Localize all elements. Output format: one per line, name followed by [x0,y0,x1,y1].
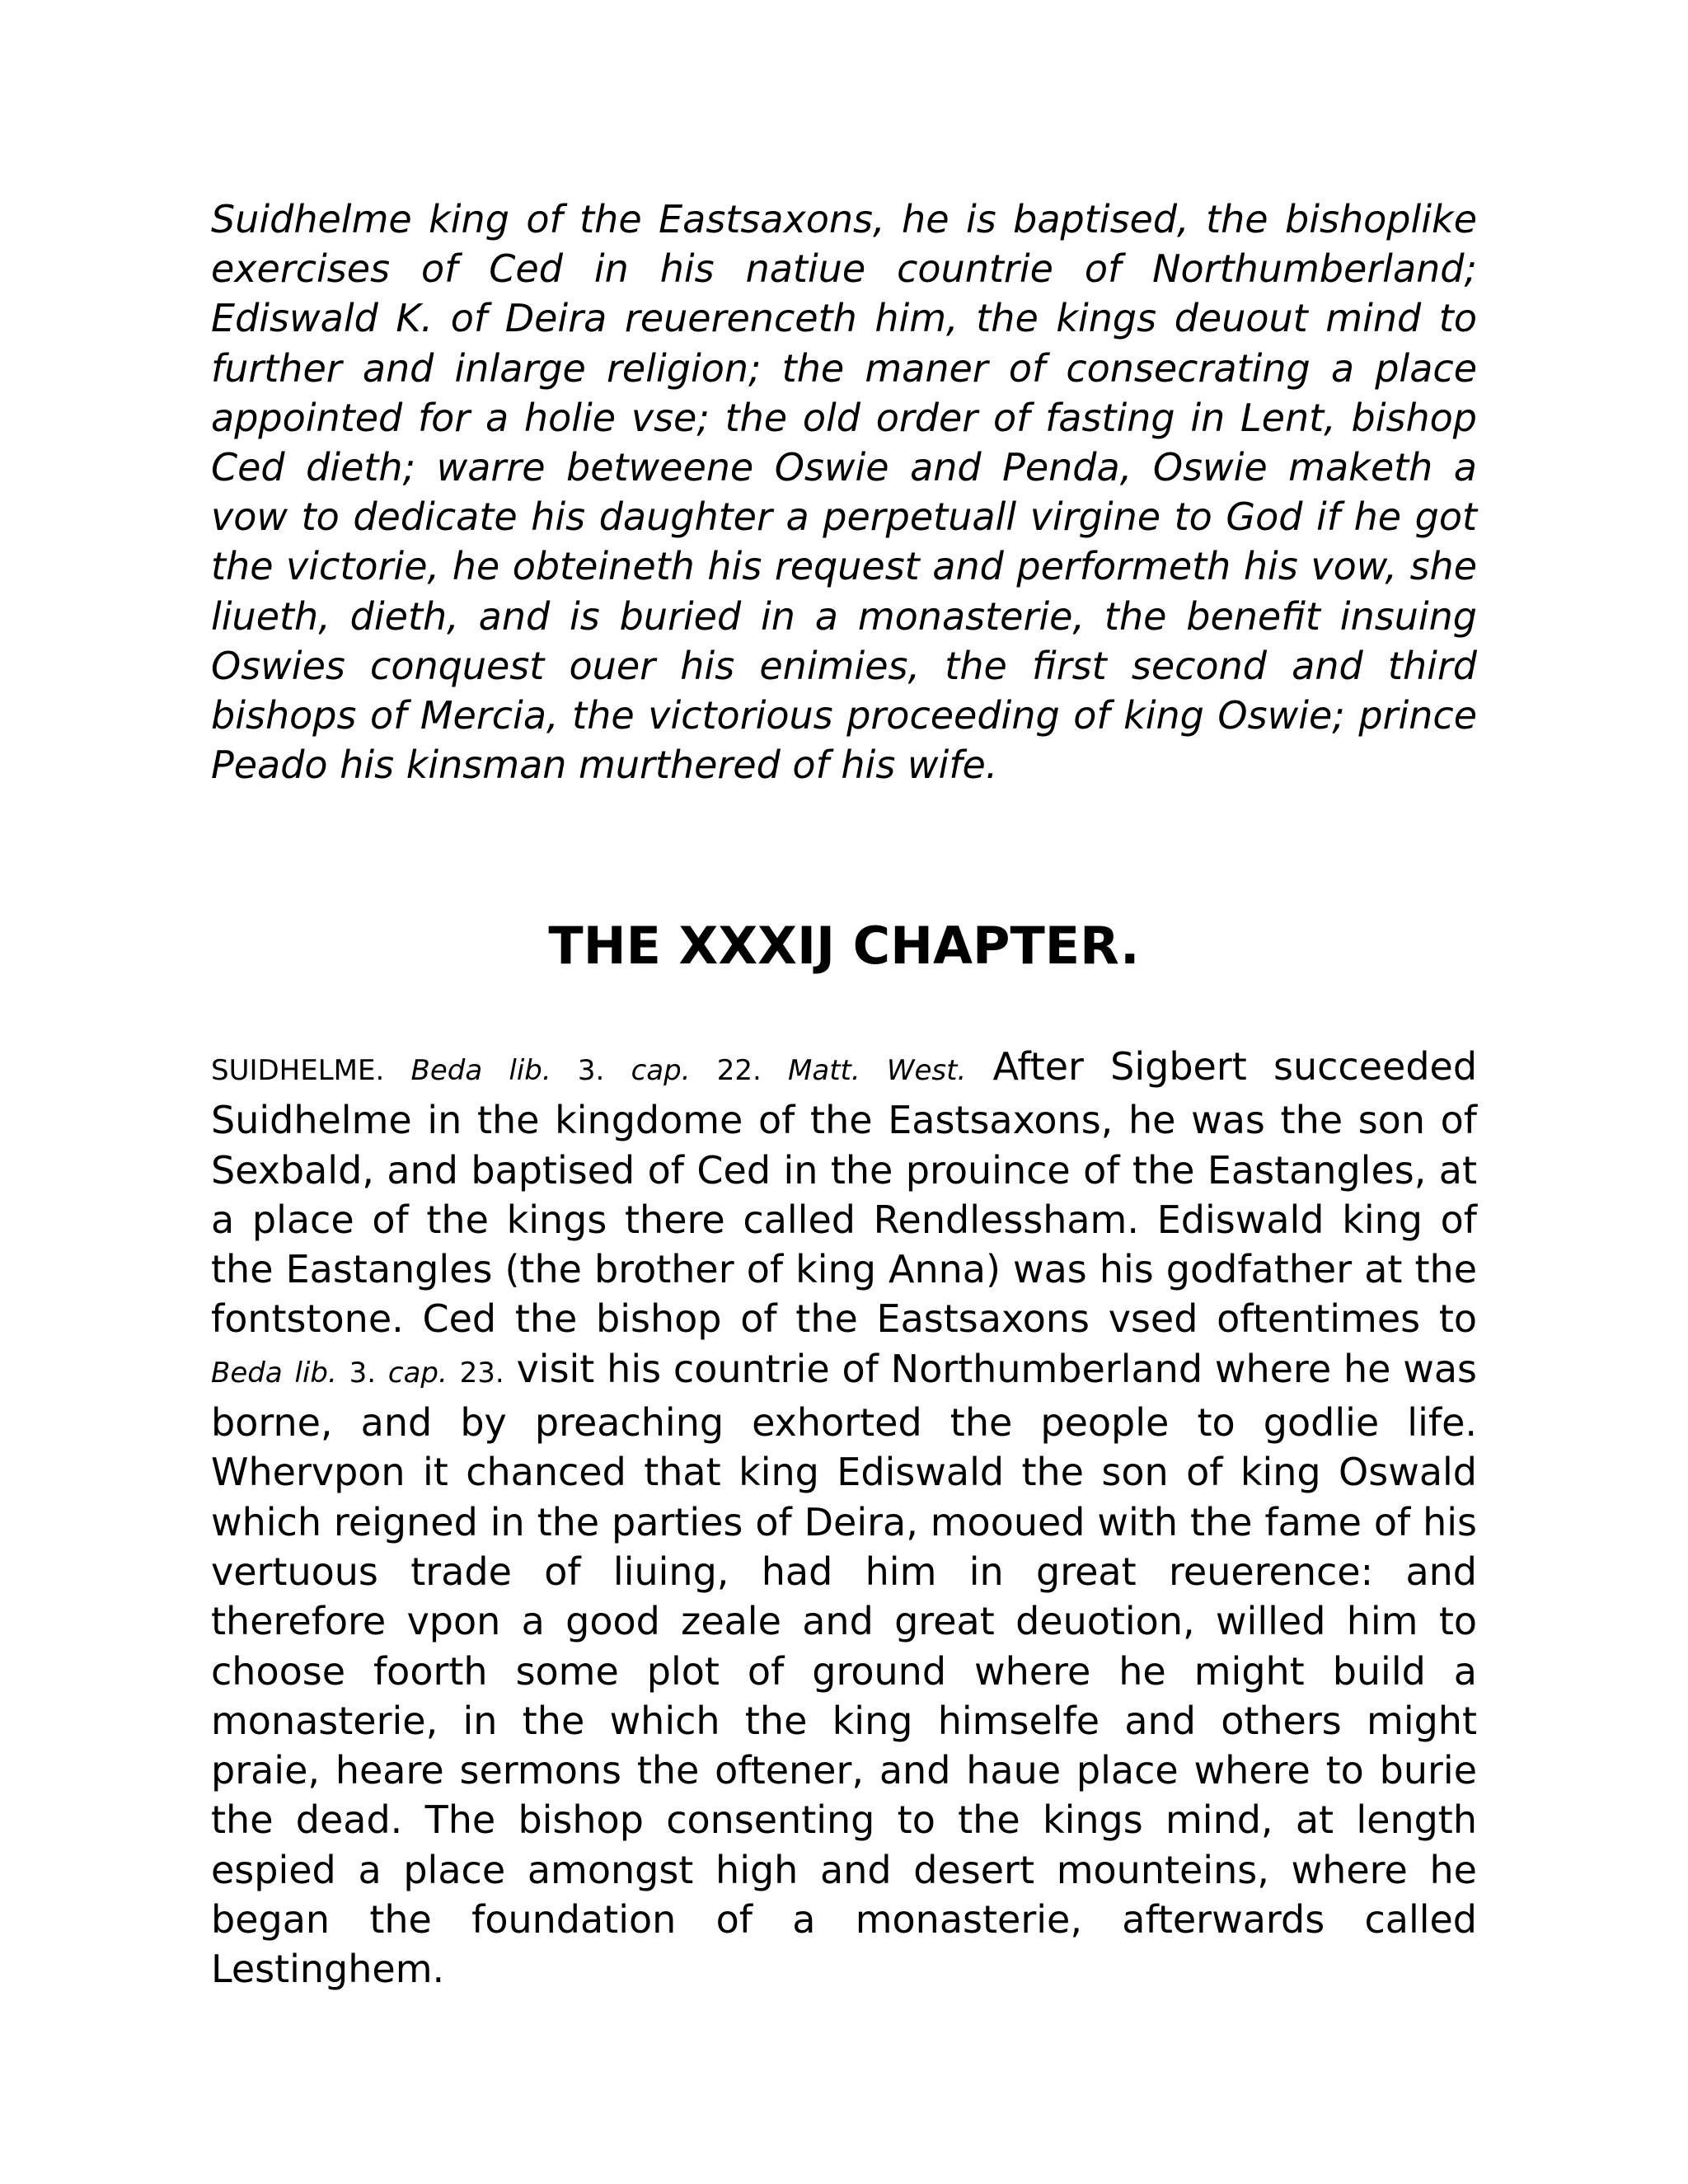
margin-ref-cap-number: 23. [459,1356,504,1390]
body-text-part-2: visit his countrie of Northumberland where he was borne, and by preaching exhorted the people to godlie life. Whervpon it chanced that king Ediswald the son of king Oswald which reigned in the parties of Deira, mooued with the fame of his vertuous trade of liuing, had him in great reuerence: and therefore vpon a good zeale and great deuotion, willed him to choose foorth some plot of ground where he might build a monasterie, in the which the king himselfe and others might praie, heare sermons the oftener, and haue place where to burie the dead. The bishop consenting to the kings mind, at length espied a place amongst high and desert mounteins, where he began the foundation of a monasterie, afterwards called Lestinghem. [211,1346,1477,1992]
margin-keyword: SUIDHELME. [211,1054,385,1087]
document-page [211,0,1477,2184]
chapter-title: THE XXXIJ CHAPTER. [548,916,1140,976]
chapter-argument: Suidhelme king of the Eastsaxons, he is baptised, the bishoplike exercises of Ced in his natiue countrie of Northumberland; Ediswald K. of Deira reuerenceth him, the kings deuout mind to further and inlarge religion; the maner of consecrating a place appointed for a holie vse; the old order of fasting in Lent, bishop Ced dieth; warre betweene Oswie and Penda, Oswie maketh a vow to dedicate his daughter a perpetuall virgine to God if he got the victorie, he obteineth his request and performeth his vow, she liueth, dieth, and is buried in a monasterie, the benefit insuing Oswies conquest ouer his enimies, the first second and third bishops of Mercia, the victorious proceeding of king Oswie; prince Peado his kinsman murthered of his wife. [211,197,1477,788]
margin-ref-lib-number: 3. [349,1356,377,1390]
margin-ref-cap: cap. [387,1356,448,1390]
margin-ref-cap: cap. [631,1054,691,1087]
chapter-body [211,1042,1477,1994]
body-text-part-1: After Sigbert succeeded Suidhelme in the kingdome of the Eastsaxons, he was the son of Sexbald, and baptised of Ced in the prouince of the Eastangles, at a place of the kings there called Rendlessham. Ediswald king of the Eastangles (the brother of king Anna) was his godfather at the fontstone. Ced the bishop of the Eastsaxons vsed oftentimes to [211,1044,1478,1342]
margin-ref-cap-number: 22. [716,1054,762,1087]
margin-ref-lib-number: 3. [577,1054,605,1087]
margin-ref-beda: Beda [211,1356,283,1390]
margin-ref-beda: Beda [410,1054,483,1087]
margin-ref-west: West. [886,1054,967,1087]
margin-ref-matt: Matt. [788,1054,860,1087]
margin-ref-lib: lib. [294,1356,337,1390]
margin-ref-lib: lib. [509,1054,551,1087]
